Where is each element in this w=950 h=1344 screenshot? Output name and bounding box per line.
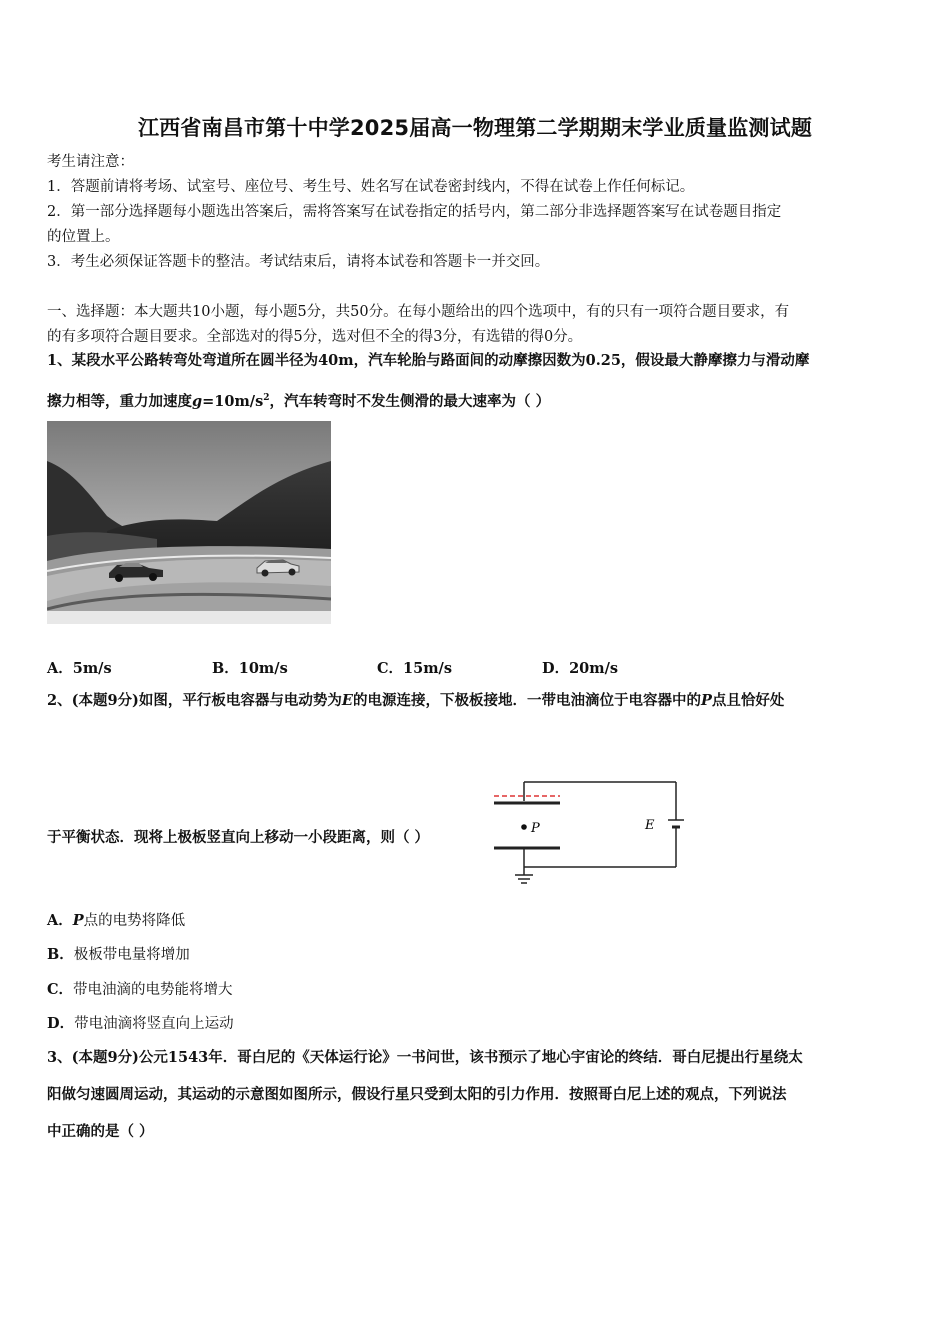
q2-text: 于平衡状态．现将上极板竖直向上移动一小段距离，则（ ）: [47, 829, 430, 846]
label-p: P: [531, 821, 540, 836]
road-curve-photo: [47, 421, 331, 624]
q2-option-a: A．P点的电势将降低: [47, 912, 186, 929]
notice-item: 3．考生必须保证答题卡的整洁。考试结束后，请将本试卷和答题卡一并交回。: [47, 254, 550, 270]
section-intro: 一、选择题：本大题共10小题，每小题5分，共50分。在每小题给出的四个选项中，有的只有一项符合题目要求，有: [47, 304, 790, 320]
q1-text: 1、某段水平公路转弯处弯道所在圆半径为40m，汽车轮胎与路面间的动摩擦因数为0.25，假设最大静摩擦力与滑动摩: [47, 352, 810, 369]
q2-option-c: C．带电油滴的电势能将增大: [47, 981, 233, 998]
label-e: E: [645, 818, 655, 833]
q1-text: 擦力相等，重力加速度$g=10m/s^2$，汽车转弯时不发生侧滑的最大速率为（ ）: [47, 392, 551, 410]
notice-heading: 考生请注意：: [47, 154, 134, 170]
q3-text: 阳做匀速圆周运动，其运动的示意图如图所示，假设行星只受到太阳的引力作用．按照哥白尼上述的观点，下列说法: [47, 1086, 787, 1103]
q2-text: 2、(本题9分)如图，平行板电容器与电动势为E的电源连接，下极板接地．一带电油滴位于电容器中的P点且恰好处: [47, 692, 785, 709]
q1-option-d: D．20m/s: [542, 660, 619, 677]
q3-text: 3、(本题9分)公元1543年．哥白尼的《天体运行论》一书问世，该书预示了地心宇宙论的终结．哥白尼提出行星绕太: [47, 1049, 803, 1066]
capacitor-circuit-diagram: [488, 775, 698, 895]
page-title: 江西省南昌市第十中学2025届高一物理第二学期期末学业质量监测试题: [137, 116, 813, 140]
q3-text: 中正确的是（ ）: [47, 1123, 154, 1140]
notice-item: 的位置上。: [47, 229, 120, 245]
section-intro: 的有多项符合题目要求。全部选对的得5分，选对但不全的得3分，有选错的得0分。: [47, 329, 583, 345]
notice-item: 1．答题前请将考场、试室号、座位号、考生号、姓名写在试卷密封线内，不得在试卷上作任何标记。: [47, 179, 695, 195]
q1-option-a: A．5m/s: [47, 660, 112, 677]
q1-option-c: C．15m/s: [377, 660, 453, 677]
q1-option-b: B．10m/s: [212, 660, 288, 677]
notice-item: 2．第一部分选择题每小题选出答案后，需将答案写在试卷指定的括号内，第二部分非选择题答案写在试卷题目指定: [47, 204, 782, 220]
q2-option-d: D．带电油滴将竖直向上运动: [47, 1015, 234, 1032]
q2-option-b: B．极板带电量将增加: [47, 946, 190, 963]
